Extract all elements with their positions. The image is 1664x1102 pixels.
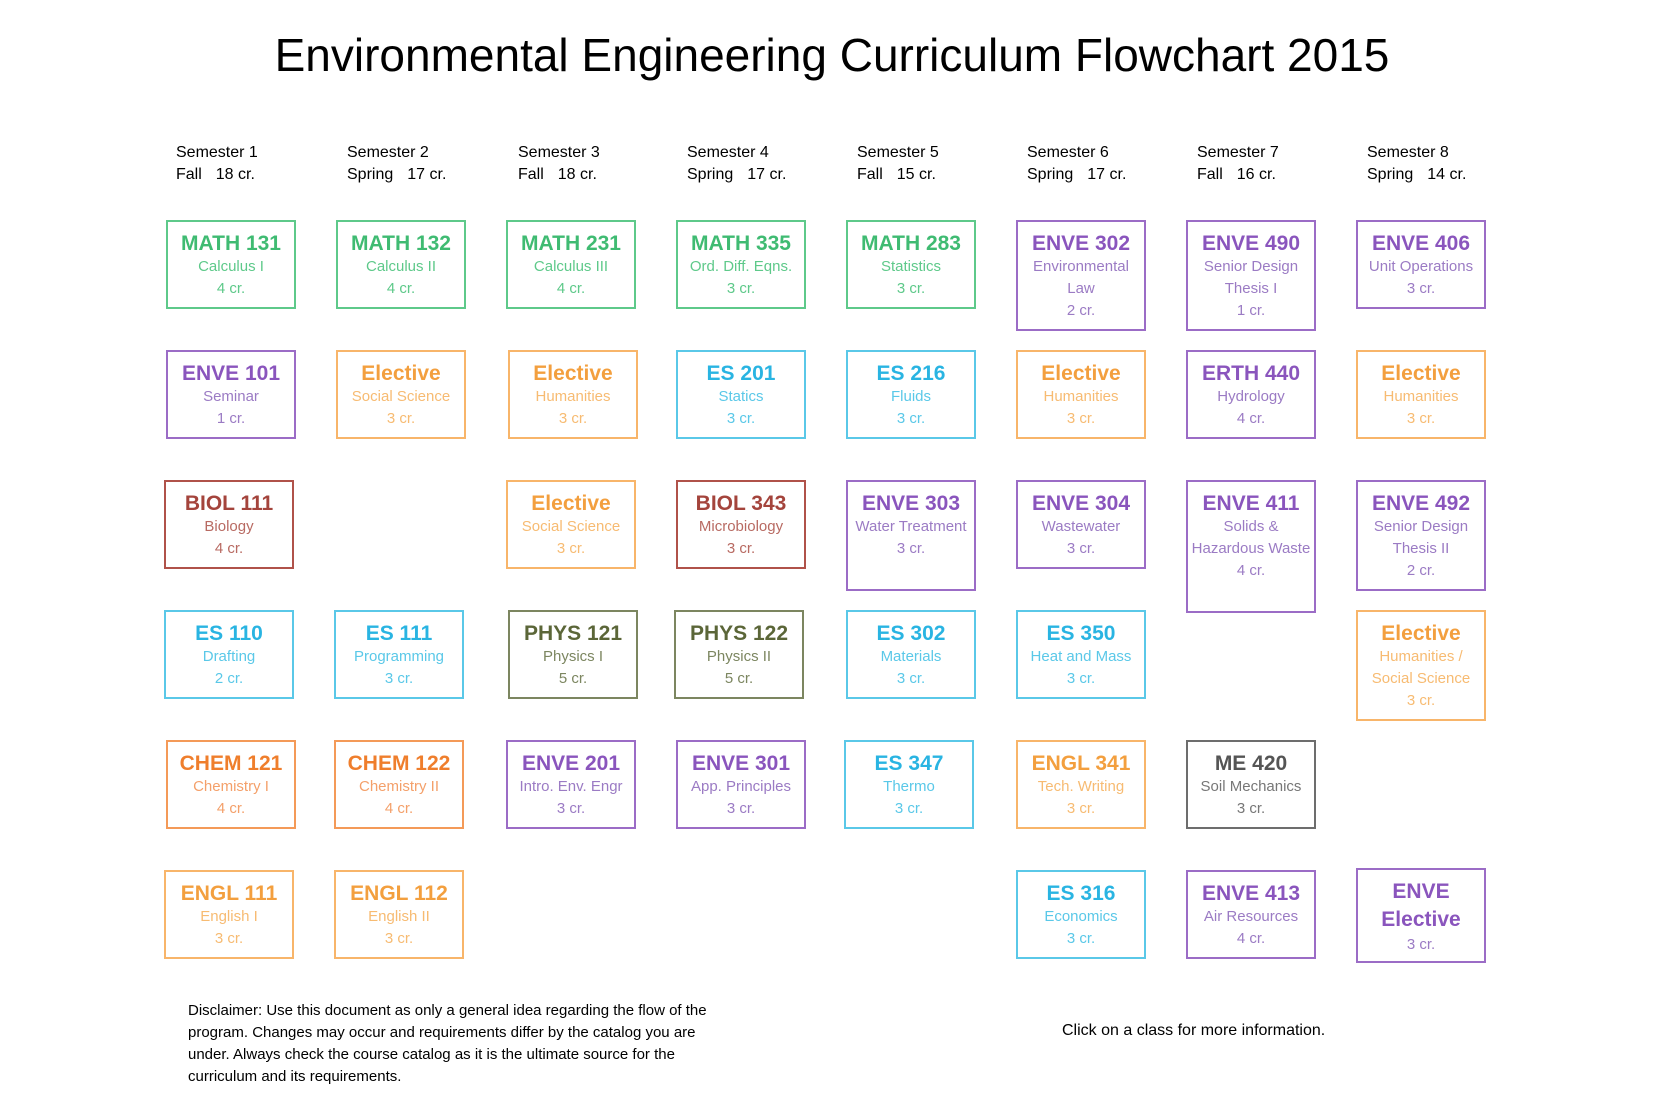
course-code: ENGL 341: [1031, 752, 1131, 775]
semester-credits: 16 cr.: [1236, 166, 1276, 183]
course-credits: 3 cr.: [1406, 410, 1436, 427]
course-code: ES 111: [365, 622, 433, 645]
semester-season: Spring: [687, 166, 734, 183]
course-credits: 3 cr.: [556, 540, 586, 557]
course-title: Air Resources: [1203, 908, 1299, 925]
course-credits: 3 cr.: [1066, 930, 1096, 947]
course-credits: 2 cr.: [1066, 302, 1096, 319]
course-code: ENVE 101: [181, 362, 281, 385]
course-code: ME 420: [1214, 752, 1288, 775]
course-code: ES 201: [706, 362, 776, 385]
course-code: ENVE Elective: [1381, 880, 1461, 931]
course-code: Elective: [1041, 362, 1121, 385]
course-engl-341[interactable]: [1016, 740, 1146, 829]
semester-label: Semester 4: [687, 144, 769, 161]
course-credits: 3 cr.: [1406, 692, 1436, 709]
course-code: ENVE 406: [1371, 232, 1471, 255]
semester-credits: 18 cr.: [215, 166, 255, 183]
semester-season: Spring: [1027, 166, 1074, 183]
course-title: Microbiology: [698, 518, 784, 535]
course-credits: 1 cr.: [216, 410, 246, 427]
course-code: ENVE 490: [1201, 232, 1301, 255]
semester-season: Fall: [1197, 166, 1223, 183]
course-biol-343[interactable]: [676, 480, 806, 569]
course-title: Thermo: [883, 778, 935, 795]
course-credits: 4 cr.: [1236, 410, 1266, 427]
semester-label: Semester 5: [857, 144, 939, 161]
course-title: English II: [368, 908, 430, 925]
semester-credits: 14 cr.: [1427, 166, 1467, 183]
course-credits: 4 cr.: [1236, 930, 1266, 947]
click-info-text: Click on a class for more information.: [1062, 1022, 1326, 1039]
disclaimer-text: Disclaimer: Use this document as only a general idea regarding the flow of the program. Changes may occur and requirements differ by the catalog you are under. Always check the course catalog as it is the ultimate source for the curriculum and its requirements.: [188, 1002, 707, 1085]
course-code: ENGL 111: [180, 882, 278, 905]
semester-7-header: [1197, 142, 1347, 186]
course-title: App. Principles: [690, 778, 792, 795]
course-code: ENVE 301: [691, 752, 791, 775]
course-title: Soil Mechanics: [1200, 778, 1302, 795]
semester-credits: 15 cr.: [896, 166, 936, 183]
course-title: Social Science: [351, 388, 451, 405]
course-credits: 3 cr.: [214, 930, 244, 947]
course-es-201[interactable]: [676, 350, 806, 439]
course-code: ES 316: [1046, 882, 1116, 905]
semester-5-header: [857, 142, 1007, 186]
course-math-132[interactable]: [336, 220, 466, 309]
course-es-110[interactable]: [164, 610, 294, 699]
course-credits: 4 cr.: [216, 280, 246, 297]
course-title: Wastewater: [1041, 518, 1121, 535]
semester-credits: 17 cr.: [747, 166, 787, 183]
course-credits: 3 cr.: [384, 930, 414, 947]
course-phys-121[interactable]: [508, 610, 638, 699]
semester-4-header: [687, 142, 837, 186]
course-title: Social Science: [521, 518, 621, 535]
course-code: ES 302: [876, 622, 946, 645]
course-title: Physics I: [542, 648, 603, 665]
course-title: Environmental Law: [1033, 258, 1129, 297]
course-code: BIOL 343: [695, 492, 787, 515]
course-math-131[interactable]: [166, 220, 296, 309]
course-code: ES 216: [876, 362, 946, 385]
course-code: MATH 283: [861, 232, 961, 255]
course-code: PHYS 122: [689, 622, 789, 645]
course-credits: 3 cr.: [556, 800, 586, 817]
course-credits: 5 cr.: [724, 670, 754, 687]
course-code: ENVE 413: [1201, 882, 1301, 905]
semester-label: Semester 3: [518, 144, 600, 161]
course-credits: 3 cr.: [726, 280, 756, 297]
course-credits: 3 cr.: [1066, 540, 1096, 557]
course-es-350[interactable]: [1016, 610, 1146, 699]
course-enve-406[interactable]: [1356, 220, 1486, 309]
course-title: Hydrology: [1217, 388, 1285, 405]
course-credits: 3 cr.: [1066, 670, 1096, 687]
course-title: Economics: [1044, 908, 1118, 925]
semester-season: Fall: [518, 166, 544, 183]
course-code: MATH 231: [521, 232, 621, 255]
course-code: ENVE 303: [861, 492, 961, 515]
course-enve-302[interactable]: [1016, 220, 1146, 331]
course-code: ENVE 492: [1371, 492, 1471, 515]
course-credits: 4 cr.: [216, 800, 246, 817]
course-title: Ord. Diff. Eqns.: [689, 258, 793, 275]
course-me-420[interactable]: [1186, 740, 1316, 829]
course-math-283[interactable]: [846, 220, 976, 309]
course-code: Elective: [533, 362, 613, 385]
course-enve-304[interactable]: [1016, 480, 1146, 569]
course-chem-122[interactable]: [334, 740, 464, 829]
semester-1-header: [176, 142, 326, 186]
course-credits: 3 cr.: [558, 410, 588, 427]
course-elective-social-science[interactable]: [506, 480, 636, 569]
semester-2-header: [347, 142, 497, 186]
course-title: Seminar: [203, 388, 259, 405]
course-code: CHEM 122: [347, 752, 451, 775]
course-title: Intro. Env. Engr: [519, 778, 623, 795]
course-code: Elective: [361, 362, 441, 385]
course-credits: 3 cr.: [1066, 800, 1096, 817]
semester-label: Semester 1: [176, 144, 258, 161]
course-title: Humanities: [1043, 388, 1119, 405]
course-credits: 3 cr.: [896, 410, 926, 427]
course-credits: 3 cr.: [896, 670, 926, 687]
course-title: Materials: [880, 648, 942, 665]
course-enve-201[interactable]: [506, 740, 636, 829]
course-title: Chemistry II: [358, 778, 439, 795]
course-title: Chemistry I: [193, 778, 269, 795]
course-code: MATH 132: [351, 232, 451, 255]
course-enve-101[interactable]: [166, 350, 296, 439]
semester-season: Fall: [857, 166, 883, 183]
course-credits: 3 cr.: [1406, 936, 1436, 953]
course-code: ERTH 440: [1201, 362, 1301, 385]
course-elective-humanities[interactable]: [1356, 350, 1486, 439]
course-code: ENVE 201: [521, 752, 621, 775]
course-code: Elective: [1381, 362, 1461, 385]
course-credits: 5 cr.: [558, 670, 588, 687]
course-code: CHEM 121: [179, 752, 283, 775]
course-chem-121[interactable]: [166, 740, 296, 829]
course-title: Water Treatment: [855, 518, 967, 535]
course-title: Biology: [204, 518, 254, 535]
course-credits: 4 cr.: [386, 280, 416, 297]
page-title: Environmental Engineering Curriculum Flowchart 2015: [274, 29, 1390, 81]
semester-season: Spring: [347, 166, 394, 183]
course-credits: 3 cr.: [894, 800, 924, 817]
course-code: ES 110: [195, 622, 263, 645]
course-title: Heat and Mass: [1030, 648, 1132, 665]
course-code: ENVE 302: [1031, 232, 1131, 255]
course-title: Drafting: [202, 648, 256, 665]
course-title: Solids & Hazardous Waste: [1191, 518, 1311, 557]
course-enve-301[interactable]: [676, 740, 806, 829]
course-enve-elective[interactable]: [1356, 868, 1486, 963]
semester-label: Semester 7: [1197, 144, 1279, 161]
course-code: Elective: [531, 492, 611, 515]
semester-label: Semester 8: [1367, 144, 1449, 161]
semester-credits: 18 cr.: [557, 166, 597, 183]
course-elective-social-science[interactable]: [336, 350, 466, 439]
course-code: MATH 335: [691, 232, 791, 255]
course-title: Senior Design Thesis I: [1203, 258, 1299, 297]
course-credits: 1 cr.: [1236, 302, 1266, 319]
course-title: Programming: [353, 648, 445, 665]
semester-3-header: [518, 142, 668, 186]
course-credits: 3 cr.: [1236, 800, 1266, 817]
course-code: ES 350: [1046, 622, 1116, 645]
course-es-216[interactable]: [846, 350, 976, 439]
course-credits: 4 cr.: [214, 540, 244, 557]
course-engl-112[interactable]: [334, 870, 464, 959]
course-title: Calculus I: [198, 258, 264, 275]
course-title: Calculus II: [365, 258, 437, 275]
course-title: Tech. Writing: [1037, 778, 1125, 795]
course-title: Physics II: [706, 648, 772, 665]
semester-label: Semester 2: [347, 144, 429, 161]
course-credits: 3 cr.: [726, 540, 756, 557]
course-code: MATH 131: [181, 232, 281, 255]
course-enve-492[interactable]: [1356, 480, 1486, 591]
course-title: Fluids: [890, 388, 931, 405]
semester-credits: 17 cr.: [1087, 166, 1127, 183]
course-es-302[interactable]: [846, 610, 976, 699]
semester-6-header: [1027, 142, 1177, 186]
course-title: Senior Design Thesis II: [1373, 518, 1469, 557]
course-credits: 3 cr.: [726, 410, 756, 427]
course-enve-411[interactable]: [1186, 480, 1316, 613]
course-code: ENVE 304: [1031, 492, 1131, 515]
course-enve-490[interactable]: [1186, 220, 1316, 331]
course-es-347[interactable]: [844, 740, 974, 829]
course-credits: 3 cr.: [386, 410, 416, 427]
semester-label: Semester 6: [1027, 144, 1109, 161]
course-code: BIOL 111: [184, 492, 274, 515]
course-code: ENGL 112: [350, 882, 448, 905]
course-title: Unit Operations: [1368, 258, 1474, 275]
course-title: Statistics: [880, 258, 941, 275]
course-credits: 2 cr.: [214, 670, 244, 687]
course-code: ES 347: [874, 752, 944, 775]
course-es-111[interactable]: [334, 610, 464, 699]
course-credits: 3 cr.: [896, 540, 926, 557]
course-title: Humanities: [535, 388, 611, 405]
course-biol-111[interactable]: [164, 480, 294, 569]
course-math-231[interactable]: [506, 220, 636, 309]
semester-season: Spring: [1367, 166, 1414, 183]
course-phys-122[interactable]: [674, 610, 804, 699]
course-code: ENVE 411: [1202, 492, 1300, 515]
course-elective-humanities[interactable]: [508, 350, 638, 439]
course-credits: 4 cr.: [1236, 562, 1266, 579]
course-credits: 4 cr.: [384, 800, 414, 817]
course-credits: 3 cr.: [726, 800, 756, 817]
course-title: Calculus III: [533, 258, 609, 275]
course-credits: 4 cr.: [556, 280, 586, 297]
course-enve-303[interactable]: [846, 480, 976, 591]
course-elective-humanities[interactable]: [1016, 350, 1146, 439]
course-credits: 3 cr.: [384, 670, 414, 687]
course-math-335[interactable]: [676, 220, 806, 309]
course-code: Elective: [1381, 622, 1461, 645]
course-credits: 2 cr.: [1406, 562, 1436, 579]
course-credits: 3 cr.: [1066, 410, 1096, 427]
course-credits: 3 cr.: [1406, 280, 1436, 297]
course-engl-111[interactable]: [164, 870, 294, 959]
course-code: PHYS 121: [523, 622, 623, 645]
course-title: Humanities: [1383, 388, 1459, 405]
course-title: Statics: [718, 388, 764, 405]
course-es-316[interactable]: [1016, 870, 1146, 959]
course-erth-440[interactable]: [1186, 350, 1316, 439]
semester-season: Fall: [176, 166, 202, 183]
course-enve-413[interactable]: [1186, 870, 1316, 959]
course-title: English I: [200, 908, 258, 925]
semester-credits: 17 cr.: [407, 166, 447, 183]
semester-8-header: [1367, 142, 1517, 186]
course-title: Humanities / Social Science: [1371, 648, 1471, 687]
course-credits: 3 cr.: [896, 280, 926, 297]
course-elective-humanities-social-science[interactable]: [1356, 610, 1486, 721]
